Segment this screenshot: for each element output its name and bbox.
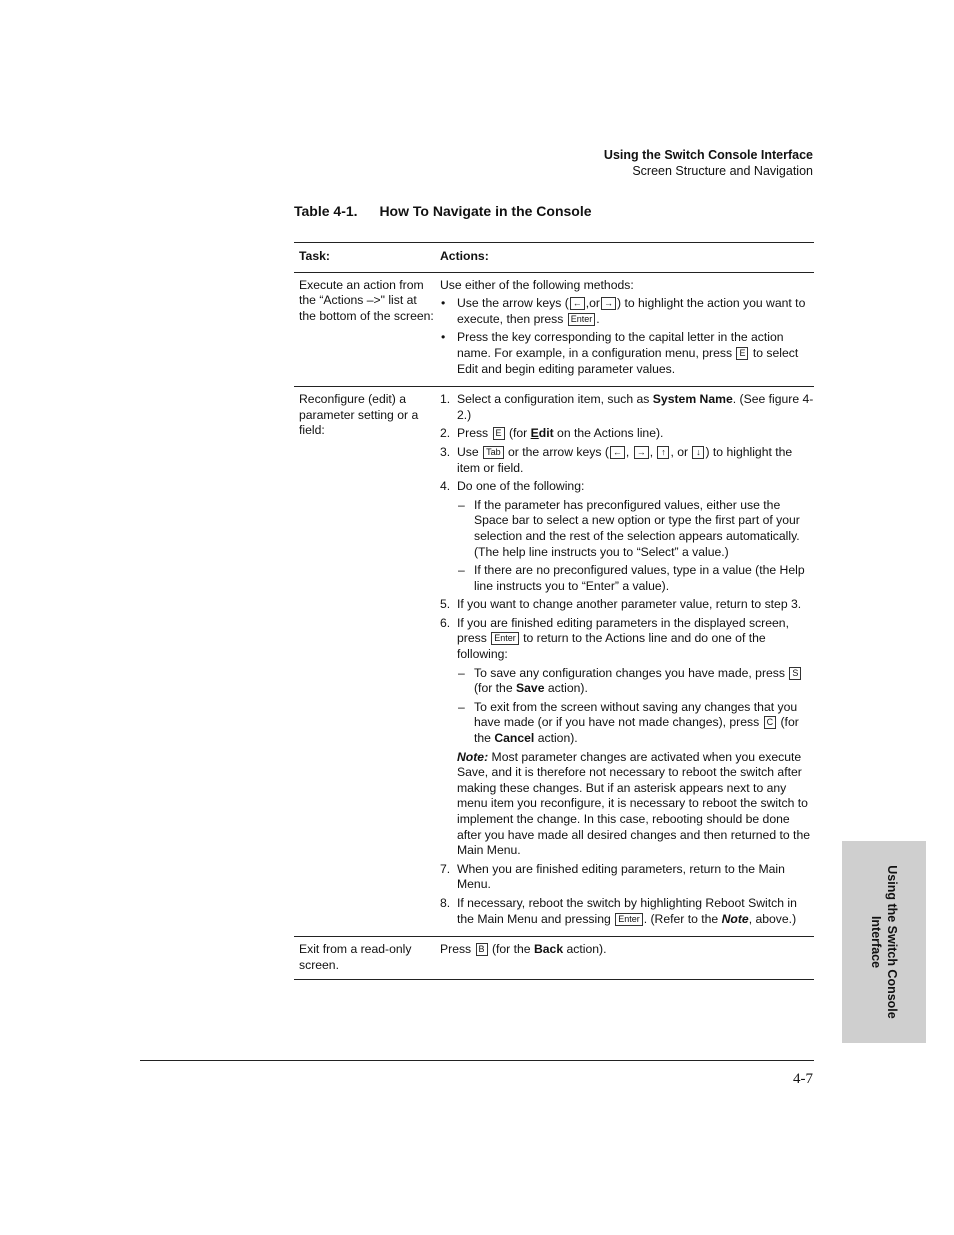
header-title: Using the Switch Console Interface	[603, 148, 813, 162]
step-number: 7.	[440, 861, 451, 876]
step-item	[440, 597, 814, 613]
table-row	[294, 272, 814, 387]
enter-key-icon: Enter	[491, 632, 519, 645]
text: Most parameter changes are activated when you execute Save, and it is therefore not necessary to reboot the switch after making these changes. But if an asterisk appears next to any menu item you reconfigure, it is necessary to reboot the switch to implement the change. In this case, rebooting should be done after you have made all desired changes and then returned to the Main Menu.	[457, 749, 810, 858]
step-item	[440, 862, 814, 893]
task-cell: Execute an action from the “Actions –>" list at the bottom of the screen:	[294, 272, 435, 387]
text: on the Actions line).	[557, 426, 664, 441]
table-header-row	[294, 243, 814, 273]
text: . (See figure 4-2.)	[457, 392, 814, 422]
step-number: 6.	[440, 615, 451, 630]
note-label: Note:	[457, 749, 489, 764]
text: Use	[457, 444, 479, 459]
text: Press the key corresponding to the capital letter in the action name. For example, in a configuration menu, press	[457, 330, 784, 360]
text: When you are finished editing parameters, return to the Main Menu.	[457, 861, 785, 892]
s-key-icon: S	[789, 667, 801, 680]
text: Press	[440, 942, 472, 957]
list-item	[457, 700, 814, 747]
step-item	[440, 479, 814, 594]
list-item	[440, 330, 814, 377]
text: action).	[537, 731, 578, 746]
text: Select a configuration item, such as	[457, 392, 650, 407]
text: If necessary, reboot the switch by highlighting Reboot Switch in the Main Menu and pressing	[457, 895, 797, 926]
sub-list	[457, 666, 814, 747]
navigation-table	[294, 242, 814, 980]
text: , above.)	[748, 911, 797, 926]
e-key-icon: E	[736, 347, 748, 360]
footer-rule	[140, 1060, 814, 1061]
text: (for the	[491, 942, 531, 957]
step-number: 1.	[440, 392, 451, 407]
text: dit	[538, 426, 554, 441]
enter-key-icon: Enter	[615, 913, 643, 926]
text: (for the	[474, 715, 799, 746]
text: to return to the Actions line and do one of the following:	[457, 631, 766, 662]
up-arrow-key-icon: ↑	[657, 446, 669, 459]
chapter-side-tab	[842, 841, 926, 1043]
step-number: 4.	[440, 479, 451, 494]
step-item	[440, 392, 814, 423]
right-arrow-key-icon: →	[601, 297, 616, 310]
text: ,	[625, 444, 630, 459]
steps-list	[440, 392, 814, 746]
edit-action-label	[531, 426, 554, 440]
header-subtitle: Screen Structure and Navigation	[632, 164, 813, 178]
text: Cancel	[494, 731, 535, 746]
list-item: – If there are no preconfigured values, type in a value (the Help line instructs you to “Enter” a value).	[457, 563, 814, 594]
step-item	[440, 426, 814, 442]
step-number: 8.	[440, 895, 451, 910]
text: Use the arrow keys (	[457, 296, 569, 311]
enter-key-icon: Enter	[568, 313, 596, 326]
b-key-icon: B	[476, 943, 488, 956]
step-number: 3.	[440, 444, 451, 459]
text: ) to highlight the action you want to execute, then press	[457, 296, 806, 326]
task-cell: Exit from a read-only screen.	[294, 937, 435, 980]
task-cell: Reconfigure (edit) a parameter setting or a field:	[294, 387, 435, 937]
table-row	[294, 937, 814, 980]
table-number: Table 4-1.	[294, 203, 358, 219]
left-arrow-key-icon: ←	[570, 297, 585, 310]
text: ,or	[585, 296, 600, 311]
down-arrow-key-icon: ↓	[692, 446, 704, 459]
table-caption	[294, 203, 592, 219]
text: (for the	[474, 681, 513, 696]
actions-cell	[435, 272, 814, 387]
text: If you are finished editing parameters in the displayed screen, press	[457, 615, 789, 646]
list-item	[457, 666, 814, 697]
table-row	[294, 387, 814, 937]
table-title-text: How To Navigate in the Console	[379, 203, 592, 219]
text: Back	[533, 942, 564, 957]
text: If you want to change another parameter value, return to step 3.	[457, 597, 802, 612]
text: , or	[670, 444, 689, 459]
text: to select Edit and begin editing parameter values.	[457, 345, 799, 376]
left-arrow-key-icon: ←	[610, 446, 625, 459]
text: (for	[508, 426, 528, 441]
c-key-icon: C	[764, 716, 777, 729]
text: Note	[721, 911, 749, 926]
list-item: – If the parameter has preconfigured values, either use the Space bar to select a new option or type the first part of your selection and the rest of the selection appears automatically. (The help line instructs you to “Select” a value.)	[457, 498, 814, 560]
step-number: 5.	[440, 597, 451, 612]
side-tab-label: Using the Switch Console Interface	[869, 865, 899, 1019]
text: System Name	[652, 392, 733, 407]
step-item	[440, 896, 814, 927]
running-header	[604, 147, 813, 179]
steps-list	[440, 862, 814, 927]
note-paragraph	[457, 750, 814, 859]
list-item	[440, 296, 814, 327]
text: action).	[547, 681, 588, 696]
tab-key-icon: Tab	[483, 446, 504, 459]
e-key-icon: E	[493, 427, 505, 440]
text: action).	[566, 942, 607, 957]
text: Save	[516, 681, 545, 696]
text: To exit from the screen without saving any changes that you have made (or if you have not made changes), press	[474, 699, 798, 730]
text: Do one of the following:	[457, 479, 585, 494]
actions-cell	[435, 937, 814, 980]
text: ) to highlight the item or field.	[457, 444, 793, 475]
text: or the arrow keys (	[507, 444, 609, 459]
text: To save any configuration changes you have made, press	[474, 665, 785, 680]
text: Press	[457, 426, 489, 441]
step-item	[440, 445, 814, 476]
sub-list	[457, 498, 814, 595]
methods-list	[440, 296, 814, 377]
column-header-actions: Actions:	[435, 243, 814, 273]
step-number: 2.	[440, 426, 451, 441]
text: ,	[649, 444, 654, 459]
actions-intro: Use either of the following methods:	[440, 277, 634, 292]
column-header-task: Task:	[294, 243, 435, 273]
step-item	[440, 616, 814, 747]
text: E	[530, 426, 539, 441]
text: . (Refer to the	[643, 911, 719, 926]
actions-cell	[435, 387, 814, 937]
text: .	[596, 311, 600, 326]
page-number: 4-7	[793, 1071, 813, 1087]
right-arrow-key-icon: →	[634, 446, 649, 459]
